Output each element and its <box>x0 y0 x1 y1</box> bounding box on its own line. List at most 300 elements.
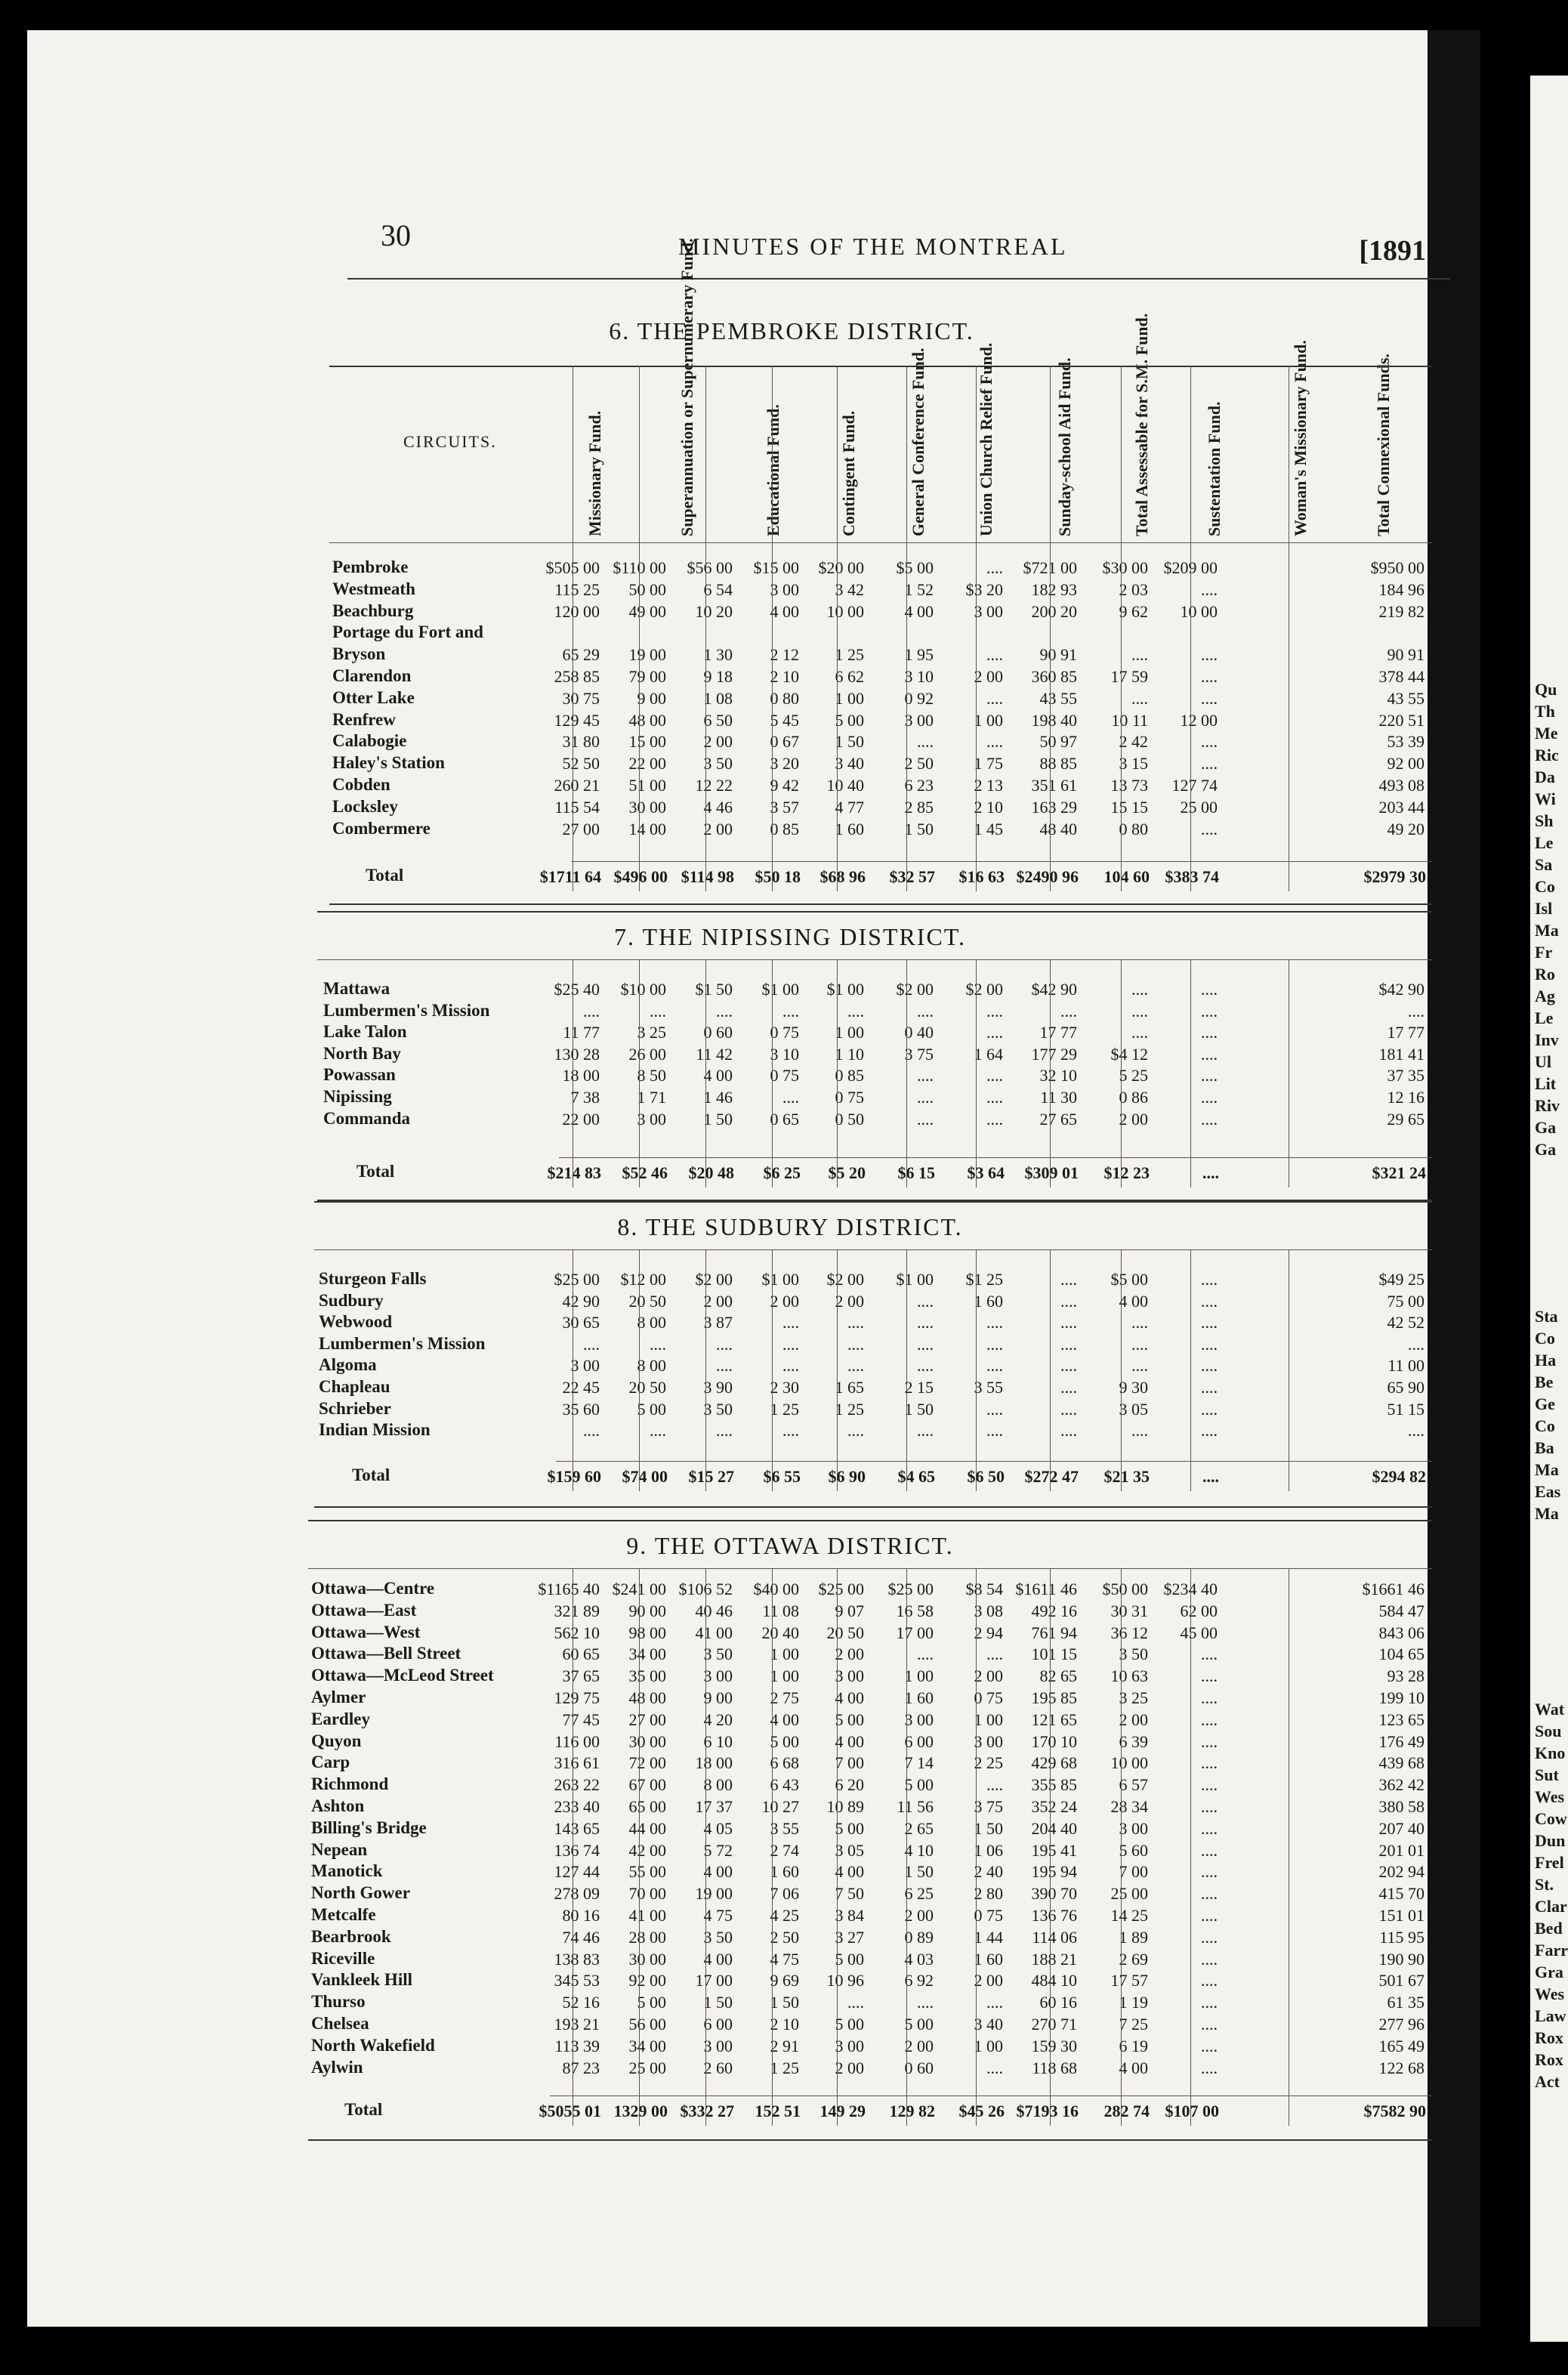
fund-value: 2 10 <box>770 667 799 686</box>
fund-value: 127 44 <box>554 1862 600 1882</box>
fund-value: 278 09 <box>554 1884 600 1904</box>
fund-value: .... <box>1201 754 1218 774</box>
total-value: $6 90 <box>828 1467 866 1486</box>
total-value: $68 96 <box>819 867 866 886</box>
fund-value: 1 25 <box>835 645 864 665</box>
fund-value: .... <box>1201 1906 1218 1925</box>
fund-value: $4 12 <box>1110 1044 1148 1064</box>
fund-value: 165 49 <box>1378 2036 1424 2055</box>
adjacent-page-fragment: Sta <box>1535 1307 1558 1326</box>
fund-value: 28 34 <box>1110 1797 1148 1816</box>
fund-value: .... <box>917 1645 934 1664</box>
fund-value: 6 54 <box>703 579 733 599</box>
fund-value: .... <box>1131 1023 1148 1042</box>
fund-value: $1 00 <box>896 1270 934 1289</box>
district-top-rule <box>308 1520 1432 1521</box>
fund-value: 11 56 <box>897 1797 934 1816</box>
circuit-name: Ottawa—McLeod Street <box>311 1666 494 1685</box>
fund-value: 136 76 <box>1031 1906 1077 1925</box>
fund-value: 5 00 <box>835 1818 864 1838</box>
total-value: 282 74 <box>1103 2102 1150 2120</box>
fund-value: .... <box>986 1109 1003 1129</box>
fund-value: 115 54 <box>554 797 600 817</box>
fund-value: .... <box>1201 1797 1218 1816</box>
total-value: $2490 96 <box>1016 867 1079 886</box>
adjacent-page-fragment: Sut <box>1535 1765 1559 1784</box>
total-value: $16 63 <box>958 867 1005 886</box>
fund-value: 2 69 <box>1119 1949 1148 1969</box>
fund-value: 2 00 <box>703 732 733 752</box>
fund-value: $2 00 <box>965 980 1003 999</box>
fund-value: 50 00 <box>628 579 666 599</box>
fund-value: 1 52 <box>904 579 934 599</box>
fund-value: 36 12 <box>1110 1623 1148 1642</box>
fund-value: .... <box>847 1313 864 1333</box>
fund-value: 17 57 <box>1110 1971 1148 1990</box>
fund-value: 1 89 <box>1119 1927 1148 1947</box>
fund-value: 3 40 <box>835 754 864 774</box>
fund-value: 74 46 <box>562 1927 600 1947</box>
fund-value: 195 85 <box>1031 1688 1077 1707</box>
fund-value: 11 77 <box>563 1023 600 1042</box>
fund-value: 4 20 <box>703 1709 733 1729</box>
adjacent-page-fragment: Le <box>1535 1008 1554 1027</box>
fund-value: 75 00 <box>1387 1291 1424 1311</box>
fund-value: .... <box>1060 1001 1077 1021</box>
fund-value: .... <box>847 1421 864 1441</box>
fund-value: 3 42 <box>835 579 864 599</box>
fund-value: 4 00 <box>835 1731 864 1751</box>
circuits-column-header: CIRCUITS. <box>403 432 497 451</box>
fund-value: 390 70 <box>1031 1884 1077 1904</box>
adjacent-page-fragment: Ga <box>1535 1140 1557 1159</box>
fund-value: 2 00 <box>904 1906 934 1925</box>
fund-value: 37 65 <box>562 1666 600 1686</box>
column-rule <box>705 959 706 1188</box>
circuit-name: Nepean <box>311 1839 368 1859</box>
fund-value: 170 10 <box>1031 1731 1077 1751</box>
total-value: 129 82 <box>889 2102 935 2120</box>
total-value: $45 26 <box>958 2102 1005 2120</box>
column-rule <box>837 366 838 891</box>
adjacent-page-fragment: Clar <box>1535 1897 1567 1916</box>
fund-value: 1 50 <box>835 732 864 752</box>
total-label: Total <box>366 866 404 885</box>
fund-value: 2 50 <box>770 1927 799 1947</box>
fund-value: 16 58 <box>896 1601 934 1620</box>
fund-value: 104 65 <box>1378 1645 1424 1664</box>
adjacent-page-fragment: Dun <box>1535 1831 1566 1850</box>
fund-value: 32 10 <box>1039 1066 1077 1086</box>
fund-value: 20 40 <box>761 1623 799 1642</box>
fund-value: 15 00 <box>628 732 666 752</box>
circuit-name: Ottawa—West <box>311 1622 421 1641</box>
fund-value: 184 96 <box>1378 579 1424 599</box>
fund-value: 4 25 <box>770 1906 799 1925</box>
fund-value: 2 25 <box>974 1753 1003 1773</box>
fund-value: 8 00 <box>637 1356 666 1376</box>
column-rule <box>705 366 706 891</box>
fund-value: 11 42 <box>696 1044 733 1064</box>
fund-value: .... <box>917 1421 934 1441</box>
fund-value: 9 69 <box>770 1971 799 1990</box>
fund-value: 7 25 <box>1119 2015 1148 2034</box>
adjacent-page-fragment: Sou <box>1535 1722 1562 1740</box>
fund-value: 52 50 <box>562 754 600 774</box>
fund-value: 30 00 <box>628 797 666 817</box>
total-value: $12 23 <box>1103 1163 1150 1182</box>
fund-value: .... <box>1408 1421 1424 1441</box>
fund-value: .... <box>986 688 1003 708</box>
fund-value: .... <box>1201 1044 1218 1064</box>
fund-value: 1 75 <box>974 754 1003 774</box>
header-rule <box>347 278 1450 280</box>
fund-value: 0 92 <box>904 688 934 708</box>
fund-value: 2 85 <box>904 797 934 817</box>
table-top-rule <box>329 366 1432 367</box>
column-rule <box>639 1249 640 1491</box>
fund-value: 67 00 <box>628 1775 666 1795</box>
fund-value: 12 00 <box>1180 710 1218 730</box>
fund-value: 12 22 <box>695 776 733 795</box>
fund-value: .... <box>1201 1884 1218 1904</box>
fund-value: 120 00 <box>554 601 600 621</box>
fund-value: $1 00 <box>761 1270 799 1289</box>
fund-value: 270 71 <box>1031 2015 1077 2034</box>
adjacent-page-fragment: Ag <box>1535 987 1555 1005</box>
fund-value: 1 46 <box>703 1088 733 1107</box>
total-value: $6 15 <box>897 1163 935 1182</box>
fund-value: 2 10 <box>974 797 1003 817</box>
circuit-name: Ottawa—Bell Street <box>311 1644 461 1663</box>
column-rule <box>906 1249 907 1491</box>
fund-value: .... <box>986 1001 1003 1021</box>
fund-value: 3 50 <box>703 1927 733 1947</box>
total-value: $7582 90 <box>1363 2102 1426 2120</box>
fund-value: 3 00 <box>1119 1818 1148 1838</box>
adjacent-page-fragment: Isl <box>1535 899 1553 918</box>
fund-value: 220 51 <box>1378 710 1424 730</box>
fund-value: 92 00 <box>628 1971 666 1990</box>
fund-value: $241 00 <box>612 1580 666 1598</box>
column-rule <box>906 366 907 891</box>
fund-value: 203 44 <box>1378 797 1424 817</box>
total-value: 104 60 <box>1103 867 1150 886</box>
fund-value: 18 00 <box>695 1753 733 1773</box>
circuit-name: Algoma <box>319 1355 377 1375</box>
fund-value: 14 00 <box>628 819 666 839</box>
fund-value: 48 40 <box>1039 819 1077 839</box>
fund-value: 6 00 <box>904 1731 934 1751</box>
fund-value: 3 50 <box>703 1645 733 1664</box>
column-header: Sunday-school Aid Fund. <box>1055 357 1074 536</box>
column-header: Total Connexional Funds. <box>1374 354 1393 536</box>
fund-value: 584 47 <box>1378 1601 1424 1620</box>
fund-value: 28 00 <box>628 1927 666 1947</box>
fund-value: $50 00 <box>1102 1580 1148 1598</box>
adjacent-page-fragment: Inv <box>1535 1030 1559 1049</box>
fund-value: 1 50 <box>703 1993 733 2012</box>
fund-value: 3 55 <box>770 1818 799 1838</box>
fund-value: .... <box>1060 1399 1077 1419</box>
fund-value: 3 00 <box>637 1109 666 1129</box>
fund-value: 4 00 <box>1119 2058 1148 2077</box>
fund-value: 3 00 <box>835 2036 864 2055</box>
circuit-name: Manotick <box>311 1861 383 1881</box>
total-value: $15 27 <box>688 1467 734 1486</box>
fund-value: .... <box>1201 1109 1218 1129</box>
district-bottom-rule <box>314 1506 1432 1508</box>
adjacent-page-fragment: Ul <box>1535 1052 1551 1071</box>
fund-value: 52 16 <box>562 1993 600 2012</box>
circuit-name: Riceville <box>311 1948 375 1968</box>
fund-value: 258 85 <box>554 667 600 686</box>
fund-value: 136 74 <box>554 1840 600 1860</box>
fund-value: 3 00 <box>570 1356 600 1376</box>
circuit-name: Richmond <box>311 1774 389 1794</box>
fund-value: .... <box>917 1993 934 2012</box>
adjacent-page-fragment: Ma <box>1535 921 1559 940</box>
fund-value: 8 50 <box>637 1066 666 1086</box>
fund-value: .... <box>1201 1023 1218 1042</box>
column-rule <box>639 366 640 891</box>
fund-value: 6 43 <box>770 1775 799 1795</box>
total-value: $107 00 <box>1165 2102 1219 2120</box>
adjacent-page-fragment: Co <box>1535 1329 1555 1348</box>
circuit-name: Eardley <box>311 1709 370 1728</box>
circuit-name: Aylwin <box>311 2057 363 2077</box>
fund-value: 31 80 <box>562 732 600 752</box>
fund-value: .... <box>1201 1399 1218 1419</box>
fund-value: 10 00 <box>1110 1753 1148 1773</box>
fund-value: .... <box>986 1399 1003 1419</box>
total-value: $321 24 <box>1372 1163 1426 1182</box>
fund-value: 20 50 <box>628 1291 666 1311</box>
fund-value: 316 61 <box>554 1753 600 1773</box>
fund-value: .... <box>986 1066 1003 1086</box>
fund-value: 1 00 <box>770 1645 799 1664</box>
column-rule <box>906 1568 907 2126</box>
fund-value: 1 00 <box>974 1709 1003 1729</box>
fund-value: 6 10 <box>703 1731 733 1751</box>
circuit-name: Metcalfe <box>311 1905 376 1924</box>
fund-value: 761 94 <box>1031 1623 1077 1642</box>
fund-value: 17 37 <box>695 1797 733 1816</box>
fund-value: .... <box>1201 1753 1218 1773</box>
fund-value: 3 05 <box>835 1840 864 1860</box>
fund-value: 17 00 <box>896 1623 934 1642</box>
fund-value: 30 00 <box>628 1731 666 1751</box>
fund-value: 5 00 <box>835 1709 864 1729</box>
fund-value: 30 65 <box>562 1313 600 1333</box>
adjacent-page-fragment: Co <box>1535 1416 1555 1435</box>
fund-value: .... <box>1131 1313 1148 1333</box>
fund-value: $42 90 <box>1031 980 1077 999</box>
fund-value: .... <box>986 732 1003 752</box>
fund-value: .... <box>1131 1001 1148 1021</box>
fund-value: 193 21 <box>554 2015 600 2034</box>
fund-value: .... <box>986 1313 1003 1333</box>
fund-value: 92 00 <box>1387 754 1424 774</box>
fund-value: 4 77 <box>835 797 864 817</box>
fund-value: $25 00 <box>818 1580 864 1598</box>
circuit-name: Ottawa—East <box>311 1600 417 1620</box>
fund-value: .... <box>716 1001 733 1021</box>
fund-value: .... <box>1201 1270 1218 1289</box>
fund-value: 25 00 <box>1180 797 1218 817</box>
fund-value: .... <box>917 1334 934 1354</box>
fund-value: 3 75 <box>974 1797 1003 1816</box>
fund-value: 3 15 <box>1119 754 1148 774</box>
fund-value: 3 10 <box>904 667 934 686</box>
fund-value: 190 90 <box>1378 1949 1424 1969</box>
fund-value: 0 75 <box>974 1906 1003 1925</box>
fund-value: .... <box>1201 1645 1218 1664</box>
circuit-name: Carp <box>311 1753 350 1772</box>
fund-value: 0 75 <box>770 1066 799 1086</box>
fund-value: 5 00 <box>835 710 864 730</box>
fund-value: 202 94 <box>1378 1862 1424 1882</box>
fund-value: 1 30 <box>703 645 733 665</box>
fund-value: 355 85 <box>1031 1775 1077 1795</box>
fund-value: 1 50 <box>974 1818 1003 1838</box>
circuit-name: Vankleek Hill <box>311 1970 412 1990</box>
adjacent-page-fragment: Sh <box>1535 811 1554 830</box>
fund-value: .... <box>583 1421 600 1441</box>
fund-value: 138 83 <box>554 1949 600 1969</box>
total-value: .... <box>1202 1467 1219 1486</box>
column-rule <box>639 1568 640 2126</box>
fund-value: 9 18 <box>703 667 733 686</box>
fund-value: 380 58 <box>1378 1797 1424 1816</box>
adjacent-page-fragment: Da <box>1535 767 1555 786</box>
fund-value: 260 21 <box>554 776 600 795</box>
fund-value: 2 50 <box>904 754 934 774</box>
fund-value: 5 72 <box>703 1840 733 1860</box>
fund-value: .... <box>986 1645 1003 1664</box>
fund-value: .... <box>650 1421 666 1441</box>
column-header: Union Church Relief Fund. <box>977 342 995 536</box>
fund-value: 61 35 <box>1387 1993 1424 2012</box>
fund-value: $15 00 <box>753 558 799 577</box>
fund-value: .... <box>1408 1001 1424 1021</box>
fund-value: 30 00 <box>628 1949 666 1969</box>
total-value: $294 82 <box>1372 1467 1426 1486</box>
fund-value: 1 60 <box>770 1862 799 1882</box>
fund-value: 4 75 <box>703 1906 733 1925</box>
fund-value: 3 50 <box>703 1399 733 1419</box>
circuit-name: Cobden <box>332 775 390 794</box>
fund-value: 27 00 <box>628 1709 666 1729</box>
column-rule <box>772 1249 773 1491</box>
total-value: $52 46 <box>622 1163 668 1182</box>
column-rule <box>1050 1568 1051 2126</box>
fund-value: 415 70 <box>1378 1884 1424 1904</box>
fund-value: 4 00 <box>835 1862 864 1882</box>
fund-value: $5 00 <box>896 558 934 577</box>
fund-value: $40 00 <box>753 1580 799 1598</box>
fund-value: 492 16 <box>1031 1601 1077 1620</box>
adjacent-page-fragment: Ro <box>1535 965 1555 984</box>
column-rule <box>837 959 838 1188</box>
fund-value: 3 00 <box>904 710 934 730</box>
fund-value: $42 90 <box>1378 980 1424 999</box>
circuit-name: Powassan <box>323 1065 396 1085</box>
fund-value: $5 00 <box>1110 1270 1148 1289</box>
column-rule <box>1121 1568 1122 2126</box>
page-year: [1891 <box>1359 235 1426 267</box>
fund-value: .... <box>986 1993 1003 2012</box>
fund-value: .... <box>1201 1378 1218 1397</box>
total-value: $7193 16 <box>1016 2102 1079 2120</box>
circuit-name: Calabogie <box>332 731 407 751</box>
total-rule <box>556 1461 1432 1462</box>
total-rule <box>559 1157 1432 1158</box>
circuit-name: Webwood <box>319 1312 393 1332</box>
circuit-name: Quyon <box>311 1731 362 1750</box>
total-value: $6 25 <box>763 1163 801 1182</box>
fund-value: .... <box>917 1313 934 1333</box>
fund-value: .... <box>1201 819 1218 839</box>
adjacent-page-fragment: Rox <box>1535 2050 1563 2069</box>
adjacent-page-fragment: Gra <box>1535 1963 1563 1981</box>
fund-value: 2 75 <box>770 1688 799 1707</box>
fund-value: 6 62 <box>835 667 864 686</box>
fund-value: 5 45 <box>770 710 799 730</box>
fund-value: 1 00 <box>770 1666 799 1686</box>
fund-value: 1 50 <box>703 1109 733 1129</box>
fund-value: .... <box>847 1001 864 1021</box>
fund-value: .... <box>583 1001 600 1021</box>
total-value: $1711 64 <box>539 867 601 886</box>
fund-value: 3 84 <box>835 1906 864 1925</box>
fund-value: 843 06 <box>1378 1623 1424 1642</box>
column-header: Superannuation or Supernumerary Fund. <box>678 238 696 536</box>
total-value: 1329 00 <box>613 2102 668 2120</box>
fund-value: 1 10 <box>835 1044 864 1064</box>
fund-value: 3 27 <box>835 1927 864 1947</box>
circuit-name: Bearbrook <box>311 1926 391 1946</box>
fund-value: 4 00 <box>904 601 934 621</box>
fund-value: 5 00 <box>835 2015 864 2034</box>
column-rule <box>1190 1249 1191 1491</box>
fund-value: 3 57 <box>770 797 799 817</box>
fund-value: 2 74 <box>770 1840 799 1860</box>
fund-value: 65 90 <box>1387 1378 1424 1397</box>
fund-value: 6 19 <box>1119 2036 1148 2055</box>
fund-value: 2 91 <box>770 2036 799 2055</box>
circuit-name: North Wakefield <box>311 2035 435 2055</box>
fund-value: 90 91 <box>1387 645 1424 665</box>
circuit-name: Schrieber <box>319 1398 391 1418</box>
fund-value: .... <box>782 1001 799 1021</box>
adjacent-page-fragment: Be <box>1535 1373 1554 1391</box>
fund-value: 0 67 <box>770 732 799 752</box>
fund-value: 1 60 <box>974 1291 1003 1311</box>
circuit-name: Combermere <box>332 818 431 838</box>
circuit-name: Otter Lake <box>332 687 415 707</box>
fund-value: .... <box>1131 1356 1148 1376</box>
fund-value: 116 00 <box>554 1731 600 1751</box>
fund-value: 3 87 <box>703 1313 733 1333</box>
fund-value: 2 40 <box>974 1862 1003 1882</box>
fund-value: 1 95 <box>904 645 934 665</box>
fund-value: 53 39 <box>1387 732 1424 752</box>
adjacent-page-fragment: Act <box>1535 2072 1560 2091</box>
fund-value: 181 41 <box>1378 1044 1424 1064</box>
fund-value: $1 25 <box>965 1270 1003 1289</box>
fund-value: .... <box>1060 1421 1077 1441</box>
